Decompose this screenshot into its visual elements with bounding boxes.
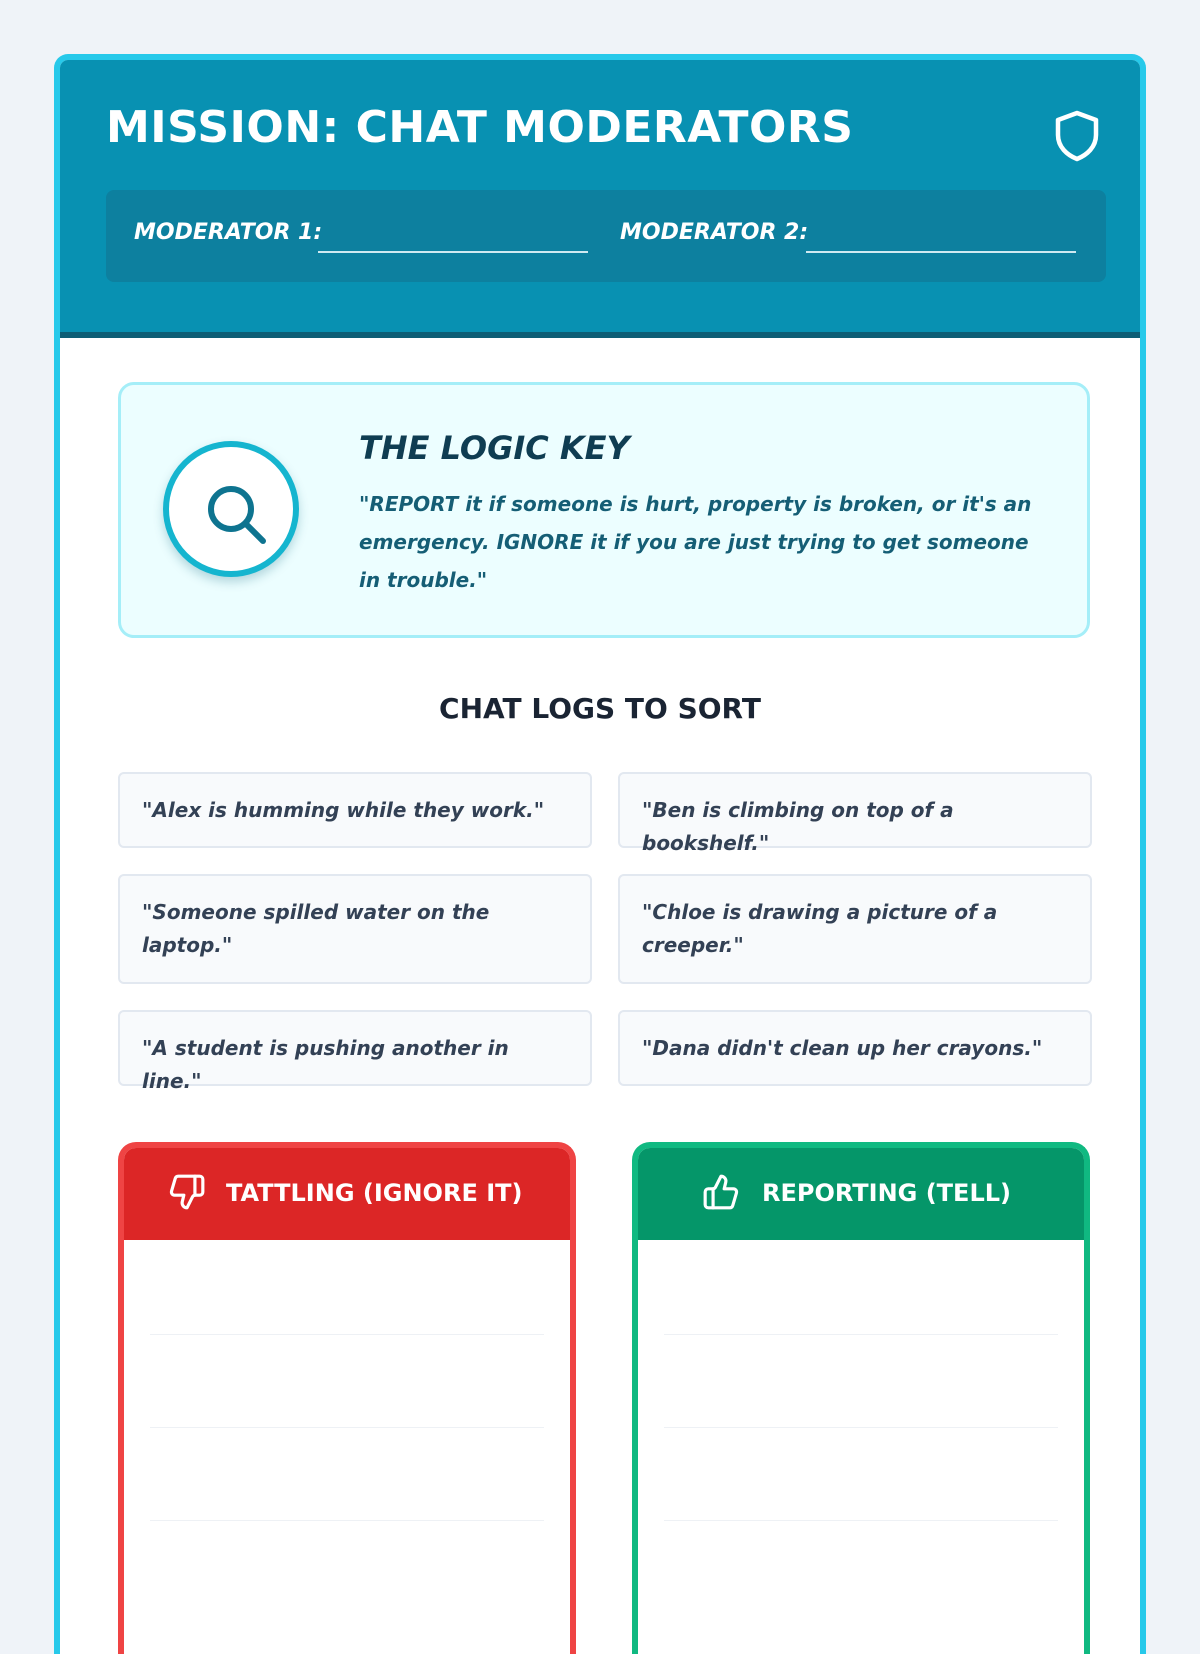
magnifier-badge xyxy=(163,441,299,577)
header xyxy=(60,60,1140,338)
chat-logs-title: CHAT LOGS TO SORT xyxy=(439,692,761,725)
reporting-bin-label: REPORTING (TELL) xyxy=(762,1179,1011,1207)
chat-log-item[interactable]: "A student is pushing another in line." xyxy=(118,1010,592,1086)
thumbs-down-icon xyxy=(168,1172,206,1212)
logic-key-text: "REPORT it if someone is hurt, property is broken, or it's an emergency. IGNORE it if you are just trying to get someone in trouble." xyxy=(359,492,1032,592)
answer-line[interactable] xyxy=(664,1520,1058,1521)
tattling-bin-label: TATTLING (IGNORE IT) xyxy=(226,1179,523,1207)
answer-line[interactable] xyxy=(664,1334,1058,1335)
logic-key-card xyxy=(118,382,1090,638)
moderator-1-label: MODERATOR 1: xyxy=(134,220,323,245)
reporting-bin[interactable] xyxy=(632,1142,1090,1654)
chat-log-item[interactable]: "Someone spilled water on the laptop." xyxy=(118,874,592,984)
magnifier-icon xyxy=(203,481,271,549)
chat-log-item[interactable]: "Ben is climbing on top of a bookshelf." xyxy=(618,772,1092,848)
reporting-bin-header xyxy=(638,1148,1084,1240)
moderator-2-label: MODERATOR 2: xyxy=(620,220,809,245)
worksheet xyxy=(54,54,1146,1654)
answer-line[interactable] xyxy=(150,1427,544,1428)
answer-line[interactable] xyxy=(664,1427,1058,1428)
moderator-1-field[interactable] xyxy=(318,251,588,253)
tattling-bin[interactable] xyxy=(118,1142,576,1654)
answer-line[interactable] xyxy=(150,1520,544,1521)
chat-log-item[interactable]: "Chloe is drawing a picture of a creeper." xyxy=(618,874,1092,984)
thumbs-up-icon xyxy=(702,1172,740,1212)
page-title: MISSION: CHAT MODERATORS xyxy=(106,102,854,153)
moderator-bar xyxy=(106,190,1106,282)
chat-log-item[interactable]: "Alex is humming while they work." xyxy=(118,772,592,848)
shield-icon xyxy=(1054,110,1100,162)
logic-key-title: THE LOGIC KEY xyxy=(359,429,630,467)
moderator-2-field[interactable] xyxy=(806,251,1076,253)
answer-line[interactable] xyxy=(150,1334,544,1335)
chat-log-item[interactable]: "Dana didn't clean up her crayons." xyxy=(618,1010,1092,1086)
tattling-bin-header xyxy=(124,1148,570,1240)
